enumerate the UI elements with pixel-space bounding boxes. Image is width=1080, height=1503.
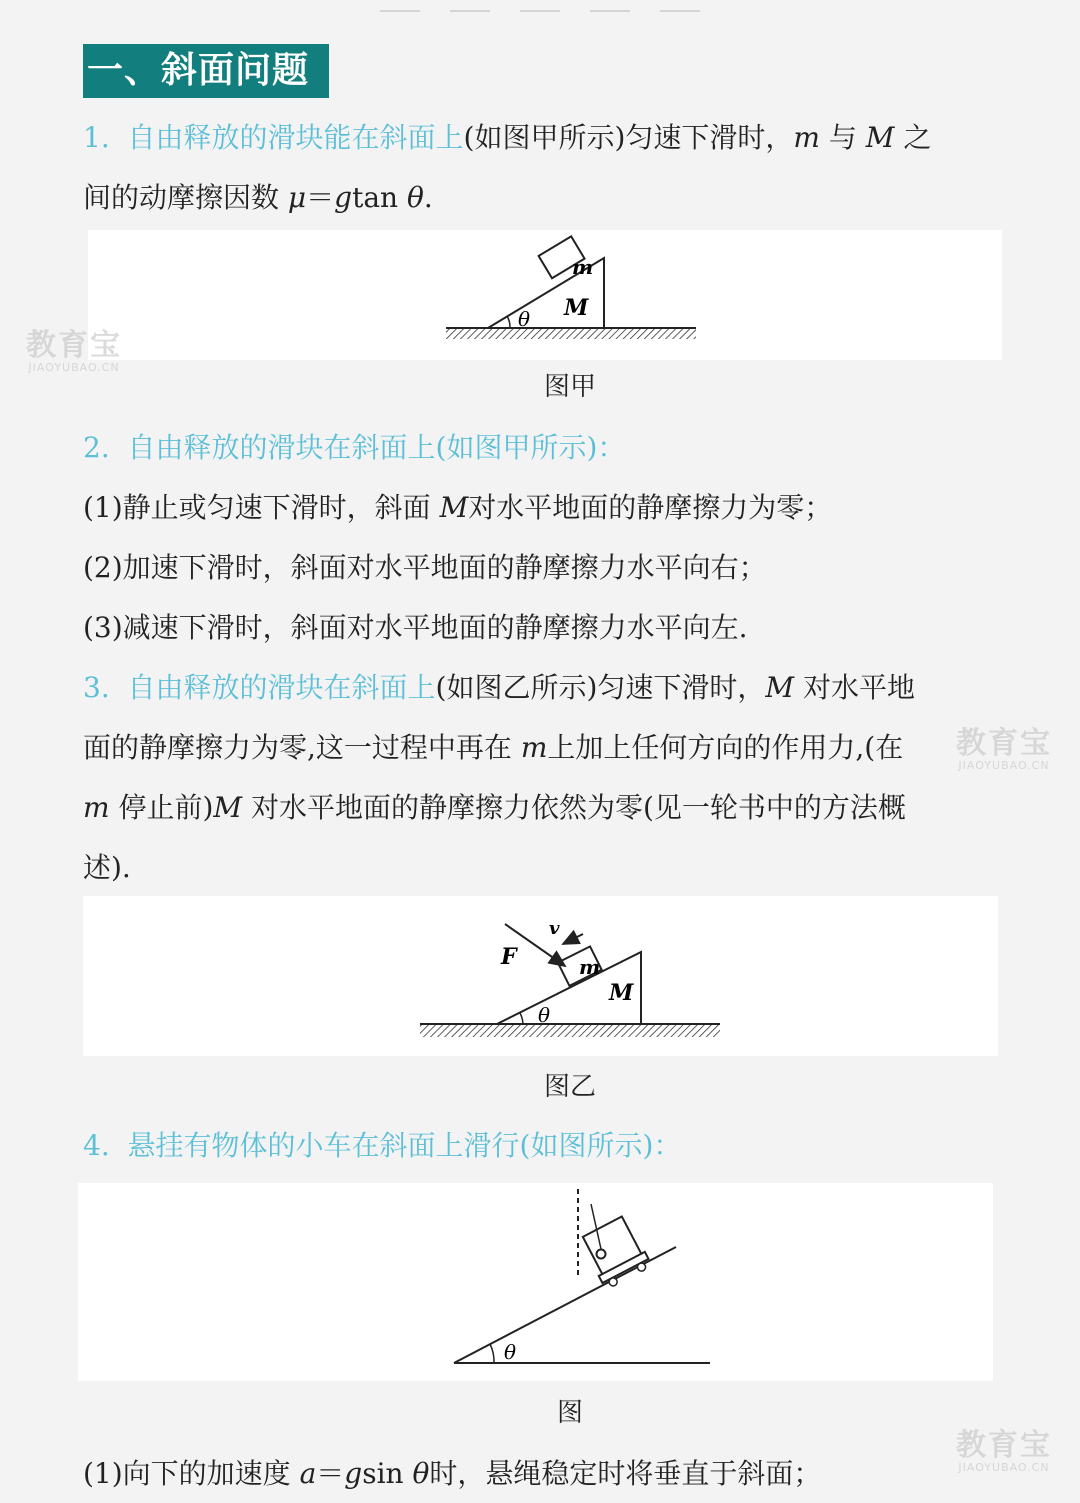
symbol-a: a	[299, 1457, 317, 1490]
item-3-line-1	[83, 670, 915, 706]
label-theta: θ	[504, 1340, 517, 1364]
figure-cart-diagram	[78, 1183, 993, 1381]
label-theta: θ	[538, 1003, 551, 1027]
label-m: m	[579, 955, 601, 979]
angle-arc	[507, 316, 510, 328]
symbol-theta: θ	[412, 1457, 430, 1490]
watermark-url: JIAOYUBAO.CN	[958, 1461, 1050, 1474]
item-3-line-4: 述).	[83, 851, 131, 884]
item-4-highlight: 悬挂有物体的小车在斜面上滑行(如图所示)：	[127, 1129, 682, 1162]
figure-yi-diagram	[83, 896, 998, 1056]
item-1-conj: 与	[819, 121, 866, 154]
symbol-g: g	[344, 1457, 363, 1490]
symbol-M: M	[865, 121, 895, 154]
period: .	[423, 181, 433, 214]
item-1-highlight: 自由释放的滑块能在斜面上	[127, 121, 464, 154]
item-3-number: 3.	[83, 671, 110, 704]
equals-sign: ＝	[316, 1457, 345, 1490]
item-2-highlight: 自由释放的滑块在斜面上(如图甲所示)：	[127, 431, 626, 464]
cart	[579, 1215, 652, 1290]
symbol-theta: θ	[406, 181, 424, 214]
hanging-string	[591, 1204, 601, 1249]
symbol-m: m	[520, 731, 548, 764]
symbol-M: M	[213, 791, 243, 824]
item-2-line-1	[83, 430, 625, 466]
watermark-left	[18, 330, 130, 374]
watermark-brand: 教育宝	[956, 726, 1052, 761]
item-3-line2-tail: 上加上任何方向的作用力,(在	[547, 731, 904, 764]
figure-yi-panel	[83, 896, 998, 1056]
item-3-line3-text: 停止前)	[109, 791, 214, 824]
item-4-sub1-text: (1)向下的加速度	[83, 1457, 300, 1490]
label-theta: θ	[518, 307, 531, 331]
item-3-text: (如图乙所示)匀速下滑时，	[435, 671, 766, 704]
equals-sign: ＝	[306, 181, 335, 214]
label-F: F	[501, 944, 517, 970]
section-title: 一、斜面问题	[83, 44, 329, 98]
item-1-tail: 之	[894, 121, 932, 154]
symbol-m: m	[793, 121, 820, 154]
symbol-M: M	[765, 671, 795, 704]
item-3-tail: 对水平地	[794, 671, 915, 704]
watermark-url: JIAOYUBAO.CN	[958, 759, 1050, 772]
item-1-line-2	[83, 180, 433, 216]
figure-jia-caption: 图甲	[543, 372, 596, 402]
figure-yi-caption: 图乙	[543, 1072, 596, 1102]
item-2-sub1-tail: 对水平地面的静摩擦力为零；	[468, 491, 833, 524]
item-1-text: (如图甲所示)匀速下滑时，	[463, 121, 794, 154]
watermark-brand: 教育宝	[26, 328, 122, 363]
ground-hatch	[420, 1025, 720, 1037]
symbol-mu: μ	[287, 181, 307, 214]
item-2-sub-1	[83, 490, 832, 526]
watermark-brand: 教育宝	[956, 1428, 1052, 1463]
item-2-sub1-text: (1)静止或匀速下滑时，斜面	[83, 491, 440, 524]
item-3-line-3	[83, 790, 906, 826]
item-1-number: 1.	[83, 121, 110, 154]
label-m: m	[572, 255, 594, 279]
item-3-line2-text: 面的静摩擦力为零,这一过程中再在	[83, 731, 521, 764]
item-2-sub-3: (3)减速下滑时，斜面对水平地面的静摩擦力水平向左.	[83, 611, 748, 644]
watermark-url: JIAOYUBAO.CN	[28, 361, 120, 374]
label-v: v	[549, 918, 560, 939]
angle-arc	[520, 1013, 523, 1024]
sin-function: sin	[362, 1457, 413, 1490]
ground-hatch	[446, 329, 696, 339]
figure-jia-diagram	[88, 230, 1002, 360]
item-2-sub-2: (2)加速下滑时，斜面对水平地面的静摩擦力水平向右；	[83, 551, 767, 584]
item-1-line2-text: 间的动摩擦因数	[83, 181, 288, 214]
label-M: M	[609, 980, 634, 1006]
item-3-line-2	[83, 730, 903, 766]
label-M: M	[564, 295, 589, 321]
angle-arc	[490, 1344, 494, 1363]
watermark-right-mid	[948, 728, 1060, 772]
symbol-M: M	[439, 491, 469, 524]
item-4-line-1	[83, 1128, 681, 1164]
symbol-m: m	[83, 791, 110, 824]
symbol-g: g	[334, 181, 353, 214]
item-3-highlight: 自由释放的滑块在斜面上	[127, 671, 436, 704]
item-2-number: 2.	[83, 431, 110, 464]
velocity-v-arrow	[563, 934, 583, 944]
figure-cart-caption: 图	[556, 1398, 583, 1428]
item-4-sub1-tail: 时，悬绳稳定时将垂直于斜面；	[429, 1457, 822, 1490]
hanging-bob	[597, 1250, 606, 1259]
item-4-number: 4.	[83, 1129, 110, 1162]
item-4-sub-1	[83, 1456, 821, 1492]
figure-cart-panel	[78, 1183, 993, 1381]
item-1-line-1	[83, 120, 931, 156]
item-3-line3-tail: 对水平地面的静摩擦力依然为零(见一轮书中的方法概	[242, 791, 906, 824]
figure-jia-panel	[88, 230, 1002, 360]
tan-function: tan	[352, 181, 407, 214]
cropped-header-remnant	[380, 0, 700, 6]
watermark-right-bottom	[948, 1430, 1060, 1474]
